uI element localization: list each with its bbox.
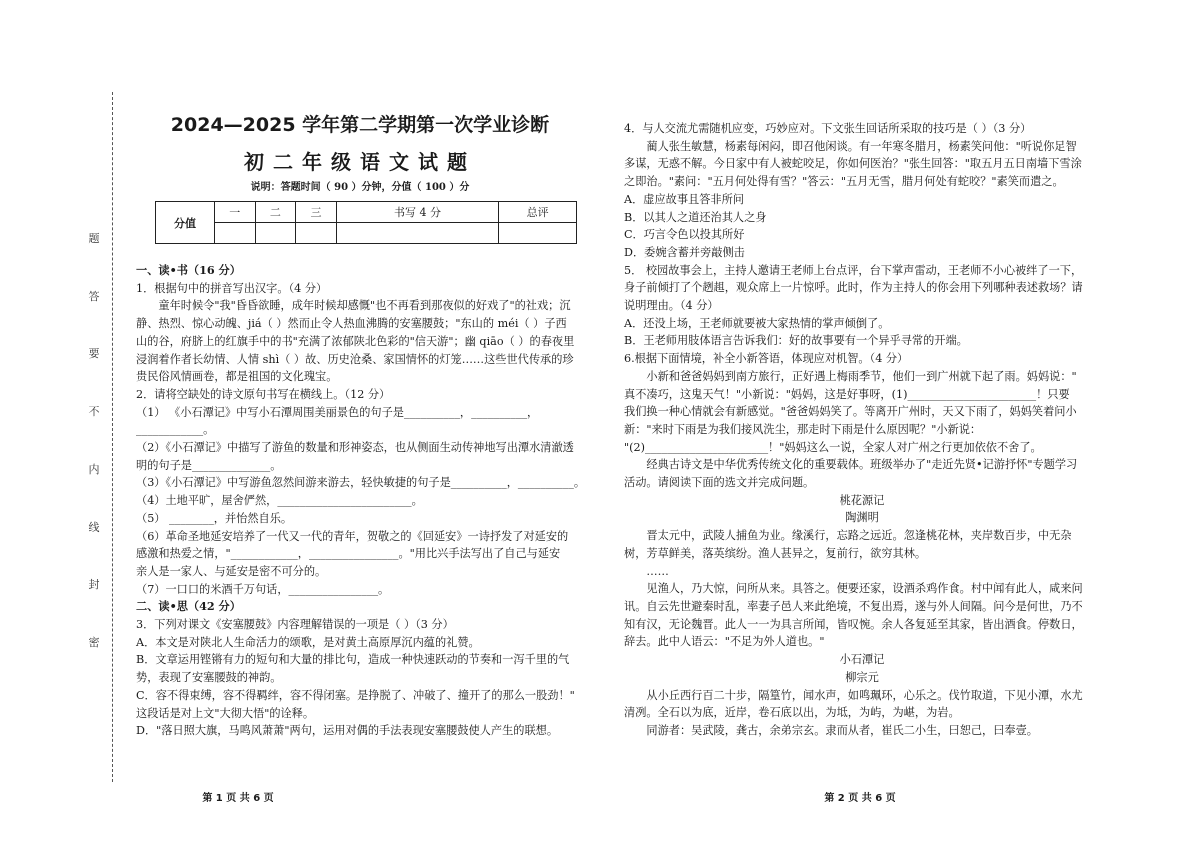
- score-cell: [215, 223, 256, 244]
- question-text: 4．与人交流尤需随机应变，巧妙应对。下文张生回话所采取的技巧是（ ）（3 分）: [624, 122, 1032, 135]
- score-column-header: 书写 4 分: [336, 202, 498, 223]
- passage-line: 新："来时下雨是为我们接风洗尘，那走时下雨是什么原因呢？"小新说：: [624, 422, 982, 436]
- question-text: 2．请将空缺处的诗文原句书写在横线上。（12 分）: [136, 387, 391, 401]
- fill-blank-line: 感激和热爱之情，"____________，________________。"用比兴手法写出了自己与延安: [136, 547, 561, 561]
- passage-line: 童年时候令"我"昏昏欲睡，成年时候却感慨"也不再看到那夜似的好戏了"的社戏；沉: [158, 299, 571, 313]
- fill-blank-line: （4）土地平旷，屋舍俨然，________________________。: [136, 494, 423, 508]
- fill-blank-line: （6）革命圣地延安培养了一代又一代的青年，贺敬之的《回延安》一诗抒发了对延安的: [136, 529, 569, 543]
- option-a: A．还没上场，王老师就要被大家热情的掌声倾倒了。: [624, 316, 890, 330]
- score-table-header-row: [156, 202, 577, 223]
- binding-line: [112, 92, 113, 782]
- fill-blank-line: （2）《小石潭记》中描写了游鱼的数量和形神姿态，也从侧面生动传神地写出潭水清澈透: [136, 441, 574, 455]
- fill-blank-line: （5） ________，并怡然自乐。: [136, 511, 293, 525]
- text-author: 陶渊明: [845, 511, 879, 525]
- left-page-content: [136, 262, 588, 740]
- right-page-content: [624, 120, 1100, 740]
- text-author: 柳宗元: [845, 670, 879, 684]
- seal-char: 线: [88, 520, 100, 534]
- fill-blank-line: （3）《小石潭记》中写游鱼忽然间游来游去，轻快敏捷的句子是__________，__________。: [136, 476, 586, 490]
- seal-char: 密: [88, 635, 100, 649]
- question-text: 身子前倾打了个趔趄，观众席上一片惊呼。此时，作为主持人的你会用下列哪种表述救场？请: [624, 281, 1083, 295]
- score-cell: [336, 223, 498, 244]
- score-column-header: 三: [296, 202, 337, 223]
- page-footer-left: 第 1 页 共 6 页: [202, 793, 274, 804]
- option-a: A．本文是对陕北人生命活力的颂歌，是对黄土高原厚沉内蕴的礼赞。: [136, 635, 480, 649]
- score-column-header: 总评: [499, 202, 577, 223]
- score-table: [155, 201, 577, 244]
- exam-title: 2024—2025 学年第二学期第一次学业诊断: [170, 114, 550, 136]
- seal-char: 题: [88, 232, 100, 245]
- seal-char: 要: [88, 347, 100, 361]
- passage-line: 见渔人，乃大惊，问所从来。具答之。便要还家，设酒杀鸡作食。村中闻有此人，咸来问: [646, 582, 1083, 596]
- question-text: 1．根据句中的拼音写出汉字。（4 分）: [136, 281, 328, 295]
- seal-char: 答: [88, 289, 100, 303]
- passage-line: 晋太元中，武陵人捕鱼为业。缘溪行，忘路之远近。忽逢桃花林，夹岸数百步，中无杂: [646, 529, 1072, 543]
- score-table-row-label: 分值: [156, 202, 215, 244]
- passage-line: 山的谷，府脐上的红旗手中的书"充满了浓郁陕北色彩的"信天游"；幽 qiāo（ ）的春夜里: [136, 334, 575, 348]
- score-cell: [255, 223, 296, 244]
- seal-line-labels: [84, 230, 104, 650]
- passage-line: 从小丘西行百二十步，隔篁竹，闻水声，如鸣珮环，心乐之。伐竹取道，下见小潭，水尤: [646, 688, 1083, 702]
- passage-line: 浸润着作者长幼情、人情 shì（ ）故、历史沧桑、家国情怀的灯笼……这些世代传承的珍: [136, 352, 574, 366]
- option-d: D．"落日照大旗，马鸣风萧萧"两句，运用对偶的手法表现安塞腰鼓使人产生的联想。: [136, 724, 559, 738]
- passage-line: 蔺人张生敏慧，杨素每闲闷，即召他闲谈。有一年寒冬腊月，杨素笑问他："听说你足智: [646, 139, 1077, 153]
- fill-blank-line: ____________。: [136, 423, 215, 437]
- passage-line: 活动。请阅读下面的选文并完成问题。: [624, 476, 815, 490]
- seal-char: 不: [88, 405, 100, 419]
- text-title: 小石潭记: [839, 653, 885, 667]
- passage-line: 经典古诗文是中华优秀传统文化的重要载体。班级举办了"走近先贤•记游抒怀"专题学习: [646, 458, 1078, 472]
- option-c: C．容不得束缚，容不得羁绊，容不得闭塞。是挣脱了、冲破了、撞开了的那么一股劲！": [136, 688, 575, 702]
- option-a: A．虚应故事且答非所问: [624, 192, 744, 206]
- option-b: B．文章运用铿锵有力的短句和大量的排比句，造成一种快速跃动的节奏和一泻千里的气: [136, 653, 570, 667]
- section-heading: 二、读•思（42 分）: [136, 599, 241, 614]
- option-c: C．巧言令色以投其所好: [624, 228, 745, 242]
- exam-subtitle: 初二年级语文试题: [244, 150, 476, 174]
- question-text: 5． 校园故事会上，主持人邀请王老师上台点评，台下掌声雷动，王老师不小心被绊了一下，: [624, 263, 1083, 277]
- passage-line: 辞去。此中人语云："不足为外人道也。": [624, 635, 825, 649]
- text-title: 桃花源记: [839, 493, 885, 507]
- passage-line: 同游者：吴武陵，龚古，余弟宗玄。隶而从者，崔氏二小生，曰恕己，曰奉壹。: [646, 723, 1038, 737]
- passage-line: 贵民俗风情画卷，都是祖国的文化瑰宝。: [136, 370, 338, 384]
- passage-line: 知有汉，无论魏晋。此人一一为具言所闻，皆叹惋。余人各复延至其家，皆出酒食。停数日，: [624, 617, 1083, 631]
- fill-blank-line: （7）一口口的米酒千万句话，________________。: [136, 582, 390, 596]
- exam-instructions: 说明：答题时间（ 90 ）分钟，分值（ 100 ）分: [250, 182, 470, 193]
- passage-line: "(2)______________________！"妈妈这么一说，全家人对广州之行更加依依不舍了。: [624, 440, 1042, 454]
- question-text: 3．下列对课文《安塞腰鼓》内容理解错误的一项是（ ）（3 分）: [136, 618, 454, 632]
- fill-blank-line: 亲人是一家人、与延安是密不可分的。: [136, 564, 327, 578]
- option-d: D．委婉含蓄并旁敲侧击: [624, 245, 745, 259]
- seal-char: 内: [88, 462, 100, 476]
- ellipsis-line: ……: [646, 564, 669, 578]
- option-b: B．王老师用肢体语言告诉我们：好的故事要有一个异乎寻常的开端。: [624, 334, 968, 348]
- fill-blank-line: （1） 《小石潭记》中写小石潭周围美丽景色的句子是__________，__________，: [136, 405, 539, 419]
- score-column-header: 二: [255, 202, 296, 223]
- passage-line: 真不凑巧，这鬼天气！"小新说："妈妈，这是好事呀，(1)_______________________！只要: [624, 387, 1070, 401]
- passage-line: 我们换一种心情就会有新感觉。"爸爸妈妈笑了。等离开广州时，天又下雨了，妈妈笑着问小: [624, 405, 1077, 419]
- score-cell: [499, 223, 577, 244]
- passage-line: 多谋，无惑不解。今日家中有人被蛇咬足，你如何医治？"张生回答："取五月五日南墙下雪涂: [624, 157, 1082, 171]
- passage-line: 讯。自云先世避秦时乱，率妻子邑人来此绝境，不复出焉，遂与外人间隔。问今是何世，乃不: [624, 599, 1083, 613]
- passage-line: 之即治。"素问："五月何处得有雪？"答云："五月无雪，腊月何处有蛇咬？"素笑而遣之。: [624, 175, 1064, 189]
- passage-line: 小新和爸爸妈妈到南方旅行，正好遇上梅雨季节，他们一到广州就下起了雨。妈妈说：": [646, 369, 1077, 383]
- seal-char: 封: [88, 578, 100, 592]
- score-table-value-row: [156, 223, 577, 244]
- question-text: 说明理由。（4 分）: [624, 299, 719, 313]
- page-footer-right: 第 2 页 共 6 页: [824, 793, 896, 804]
- section-heading: 一、读•书（16 分）: [136, 263, 241, 277]
- option-c-continued: 这段话是对上文"大彻大悟"的诠释。: [136, 706, 315, 720]
- passage-line: 树，芳草鲜美，落英缤纷。渔人甚异之，复前行，欲穷其林。: [624, 546, 927, 560]
- fill-blank-line: 明的句子是______________。: [136, 458, 282, 472]
- question-text: 6.根据下面情境，补全小新答语，体现应对机智。（4 分）: [624, 352, 909, 366]
- score-cell: [296, 223, 337, 244]
- option-b: B．以其人之道还治其人之身: [624, 210, 767, 224]
- option-b-continued: 势，表现了安塞腰鼓的神韵。: [136, 671, 282, 685]
- score-column-header: 一: [215, 202, 256, 223]
- passage-line: 清冽。全石以为底，近岸，卷石底以出，为坻，为屿，为嵁，为岩。: [624, 706, 960, 720]
- passage-line: 静、热烈、惊心动魄、jiá（ ）然而止令人热血沸腾的安塞腰鼓；"东山的 méi（ ）子西: [136, 317, 567, 331]
